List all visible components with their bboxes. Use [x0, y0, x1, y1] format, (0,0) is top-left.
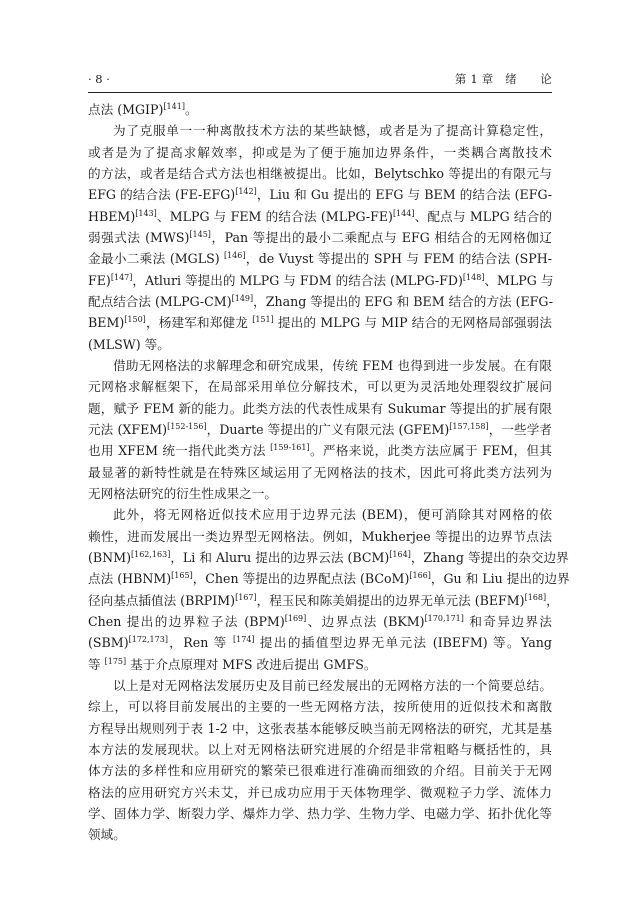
- text-line: 元网格求解框架下，在局部采用单位分解技术，可以更为灵活地处理裂纹扩展问: [88, 379, 552, 395]
- text-line: 配点结合法 (MLPG-CM)[149]，Zhang 等提出的 EFG 和 BEM 结合的方法 (EFG-: [88, 293, 553, 309]
- text-line: 学、固体力学、断裂力学、爆炸力学、热力学、生物力学、电磁力学、拓扑优化等: [88, 805, 552, 821]
- text-line: 以上是对无网格法发展历史及目前已经发展出的无网格方法的一个简要总结。: [113, 677, 552, 693]
- text-line: 也用 XFEM 统一指代此类方法 [159-161]。严格来说，此类方法应属于 FEM，但其: [88, 443, 552, 459]
- chapter-title: 第 1 章 绪 论: [454, 72, 552, 86]
- text-line: 格法的应用研究方兴未艾，并已成功应用于天体物理学、微观粒子力学、流体力: [88, 784, 552, 800]
- text-line: 此外，将无网格近似技术应用于边界元法 (BEM)，便可消除其对网格的依: [113, 507, 552, 523]
- header-rule: [88, 92, 552, 93]
- text-line: 点法 (HBNM)[165]，Chen 等提出的边界配点法 (BCoM)[166]，Gu 和 Liu 提出的边界: [88, 571, 570, 587]
- text-line: 点法 (MGIP)[141]。: [88, 102, 198, 117]
- text-line: 综上，可以将目前发展出的主要的一些无网格方法，按所使用的近似技术和离散: [88, 699, 552, 715]
- text-line: 为了克服单一一种离散技术方法的某些缺憾，或者是为了提高计算稳定性，: [113, 123, 552, 139]
- text-line: 的方法，或者是结合式方法也相继被提出。比如，Belytschko 等提出的有限元与: [88, 165, 552, 181]
- text-line: 弱强式法 (MWS)[145]，Pan 等提出的最小二乘配点与 EFG 相结合的无网格伽辽: [88, 229, 553, 245]
- text-line: 或者是为了提高求解效率，抑或是为了便于施加边界条件，一类耦合离散技术: [88, 144, 552, 160]
- text-line: (BNM)[162,163]，Li 和 Aluru 提出的边界云法 (BCM)[164]，Zhang 等提出的杂交边界: [88, 549, 569, 565]
- text-line: 题，赋予 FEM 新的能力。此类方法的代表性成果有 Sukumar 等提出的扩展有限: [88, 400, 552, 416]
- text-line: FE)[147]，Atluri 等提出的 MLPG 与 FDM 的结合法 (MLPG-FD)[148]、MLPG 与: [88, 272, 554, 288]
- text-line: 本方法的发展现状。以上对无网格法研究进展的介绍是非常粗略与概括性的，具: [88, 741, 552, 757]
- text-line: 等 [175] 基于介点原理对 MFS 改进后提出 GMFS。: [88, 656, 377, 672]
- text-line: 径向基点插值法 (BRPIM)[167]，程玉民和陈美娟提出的边界无单元法 (BEFM)[168]，: [88, 592, 559, 608]
- text-line: 最显著的新特性就是在特殊区域运用了无网格法的技术，因此可将此类方法列为: [88, 464, 552, 480]
- text-line: HBEM)[143]、MLPG 与 FEM 的结合法 (MLPG-FE)[144]、配点与 MLPG 结合的: [88, 208, 552, 224]
- text-line: 金最小二乘法 (MGLS) [146]，de Vuyst 等提出的 SPH 与 FEM 的结合法 (SPH-: [88, 251, 552, 267]
- text-line: (MLSW) 等。: [88, 336, 170, 352]
- running-header: [88, 71, 552, 87]
- page-number: · 8 ·: [88, 72, 110, 86]
- text-line: 领域。: [88, 827, 126, 843]
- text-line: 元法 (XFEM)[152-156]，Duarte 等提出的广义有限元法 (GFEM)[157,158]，一些学者: [88, 421, 553, 437]
- body-text: [88, 99, 570, 845]
- text-line: 赖性，进而发展出一类边界型无网格法。例如，Mukherjee 等提出的边界节点法: [88, 528, 552, 544]
- text-line: Chen 提出的边界粒子法 (BPM)[169]、边界点法 (BKM)[170,171] 和奇异边界法: [88, 613, 552, 629]
- text-line: EFG 的结合法 (FE-EFG)[142]，Liu 和 Gu 提出的 EFG 与 BEM 的结合法 (EFG-: [88, 187, 552, 203]
- text-line: 体方法的多样性和应用研究的繁荣已很难进行准确而细致的介绍。目前关于无网: [88, 763, 552, 779]
- text-line: 借助无网格法的求解理念和研究成果，传统 FEM 也得到进一步发展。在有限: [113, 357, 552, 373]
- text-line: 方程导出规则列于表 1-2 中，这张表基本能够反映当前无网格法的研究，尤其是基: [88, 720, 552, 736]
- text-line: (SBM)[172,173]，Ren 等 [174] 提出的插值型边界无单元法 (IBEFM) 等。Yang: [88, 635, 552, 651]
- text-line: 无网格法研究的衍生性成果之一。: [88, 485, 277, 501]
- text-line: BEM)[150]，杨建军和郑健龙 [151] 提出的 MLPG 与 MIP 结合的无网格局部强弱法: [88, 315, 552, 331]
